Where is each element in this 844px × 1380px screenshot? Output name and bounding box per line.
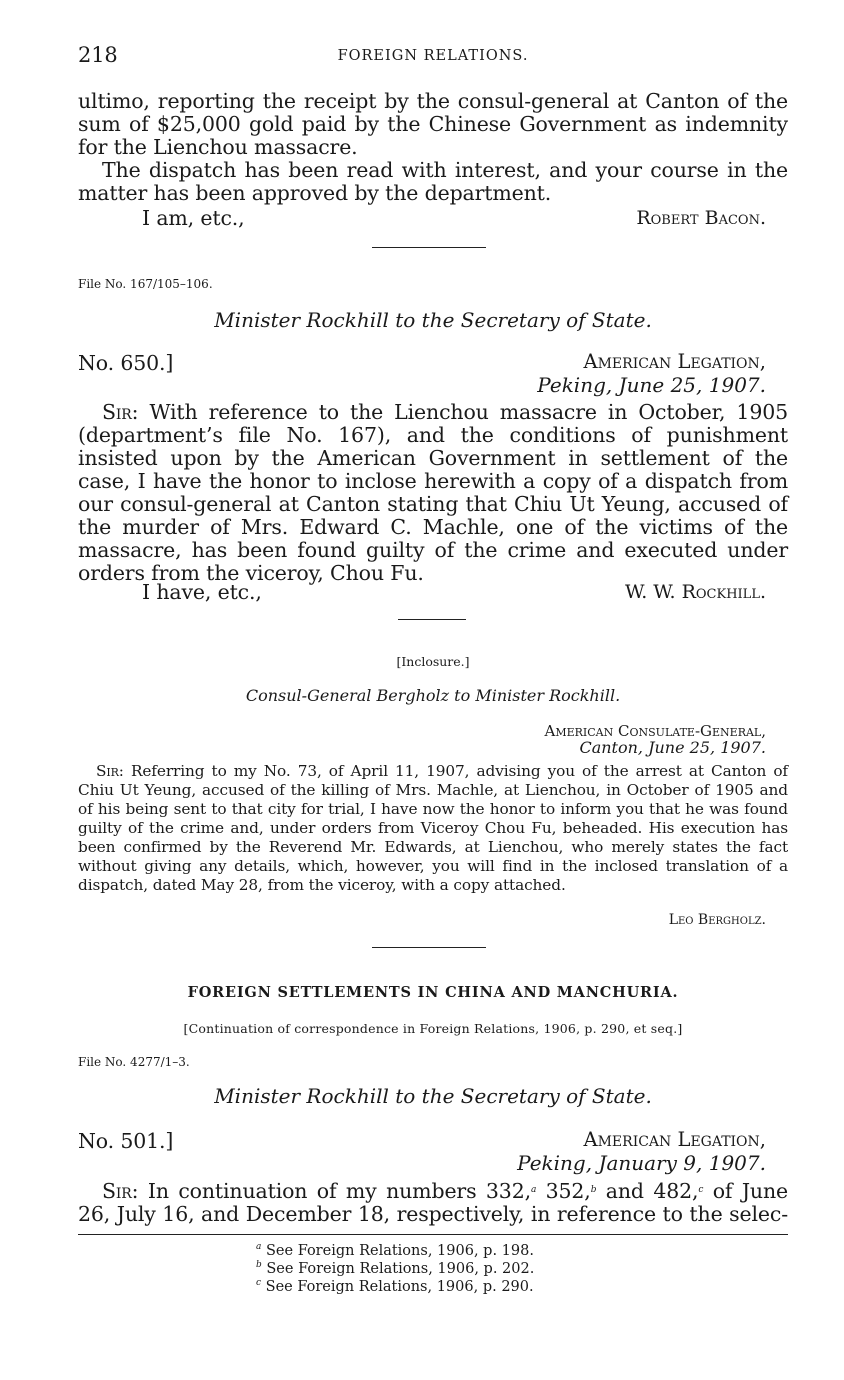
inclosure-body-text: Referring to my No. 73, of April 11, 1907, advising you of the arrest at Canton of Chiu Ut Yeung, accused of the killing of Mrs. Machle, at Lienchou, in October of 1905 and of his being sent to that city for trial, I have now the honor to inform you that he was found guilty of the crime and, under orders from Viceroy Chou Fu, beheaded. His execution has been confirmed by the Reverend Mr. Edwards, at Lienchou, who merely states the fact without giving any details, which, however, you will find in the inclosed translation of a dispatch, dated May 28, from the viceroy, with a copy attached. <box>78 762 788 894</box>
inclosure-heading: Consul-General Bergholz to Minister Rockhill. <box>245 686 621 705</box>
letter-heading: Minister Rockhill to the Secretary of State. <box>214 1084 652 1108</box>
dispatch-number: No. 650.] <box>78 351 174 375</box>
footnote-a <box>256 1242 534 1260</box>
body-text: In continuation of my numbers 332, <box>147 1179 531 1203</box>
salutation: Sir: <box>96 762 124 780</box>
file-number: File No. 167/105–106. <box>78 277 213 291</box>
footnote-marker: a <box>256 1242 262 1252</box>
body-text: and 482, <box>596 1179 699 1203</box>
continuation-paragraph: ultimo, reporting the receipt by the consul-general at Canton of the sum of $25,000 gold paid by the Chinese Government as indemnity for the Lienchou massacre. <box>78 89 788 159</box>
footnote-b <box>256 1260 534 1278</box>
salutation: Sir: <box>102 1179 139 1203</box>
signature-bacon: Robert Bacon. <box>636 207 766 229</box>
footnote-text: See Foreign Relations, 1906, p. 198. <box>265 1243 534 1259</box>
signature-bergholz: Leo Bergholz. <box>668 912 766 928</box>
consulate-date: Canton, June 25, 1907. <box>579 738 766 757</box>
footnote-marker: c <box>256 1278 262 1288</box>
divider <box>398 619 466 620</box>
continuation-note: [Continuation of correspondence in Foreign Relations, 1906, p. 290, et seq.] <box>183 1021 683 1036</box>
legation-place: American Legation, <box>583 350 766 373</box>
inclosure-label: [Inclosure.] <box>396 654 470 669</box>
document-page <box>78 0 788 1380</box>
dispatch-body <box>78 401 788 585</box>
legation-place: American Legation, <box>583 1128 766 1151</box>
body-text: 352, <box>536 1179 591 1203</box>
signature-rockhill: W. W. Rockhill. <box>625 581 766 603</box>
dispatch-body-text: With reference to the Lienchou massacre in October, 1905 (department’s file No. 167), and the conditions of punishment insisted upon by the American Government in settlement of the case, I have the honor to inclose herewith a copy of a dispatch from our consul-general at Canton stating that Chiu Ut Yeung, accused of the murder of Mrs. Edward C. Machle, one of the victims of the massacre, has been found guilty of the crime and executed under orders from the viceroy, Chou Fu. <box>78 400 788 585</box>
footnote-ref: b <box>590 1185 597 1195</box>
closing-line: I have, etc., <box>142 580 262 604</box>
footnote-divider <box>78 1234 788 1235</box>
divider <box>372 247 486 248</box>
page-number: 218 <box>78 43 118 67</box>
consulate-place: American Consulate-General, <box>544 722 766 740</box>
closing-line: I am, etc., <box>142 206 245 230</box>
section-title: FOREIGN SETTLEMENTS IN CHINA AND MANCHURIA. <box>187 984 679 1001</box>
footnote-ref: c <box>698 1185 704 1195</box>
divider <box>372 947 486 948</box>
dispatch-body-line2: 26, July 16, and December 18, respectively, in reference to the selec- <box>78 1202 788 1226</box>
body-text: of June <box>703 1179 788 1203</box>
file-number: File No. 4277/1–3. <box>78 1055 190 1069</box>
footnote-marker: b <box>256 1260 262 1270</box>
dispatch-number: No. 501.] <box>78 1129 174 1153</box>
footnote-c <box>256 1278 534 1296</box>
legation-date: Peking, January 9, 1907. <box>517 1151 766 1175</box>
inclosure-body <box>78 762 788 895</box>
letter-heading: Minister Rockhill to the Secretary of State. <box>214 308 652 332</box>
footnote-text: See Foreign Relations, 1906, p. 202. <box>266 1261 535 1277</box>
footnote-text: See Foreign Relations, 1906, p. 290. <box>265 1279 534 1295</box>
dispatch-body-line1 <box>78 1180 788 1203</box>
footnote-ref: a <box>530 1185 537 1195</box>
legation-date: Peking, June 25, 1907. <box>537 373 766 397</box>
running-title: FOREIGN RELATIONS. <box>337 48 529 64</box>
salutation: Sir: <box>102 400 139 424</box>
approval-paragraph: The dispatch has been read with interest, and your course in the matter has been approved by the department. <box>78 158 788 205</box>
